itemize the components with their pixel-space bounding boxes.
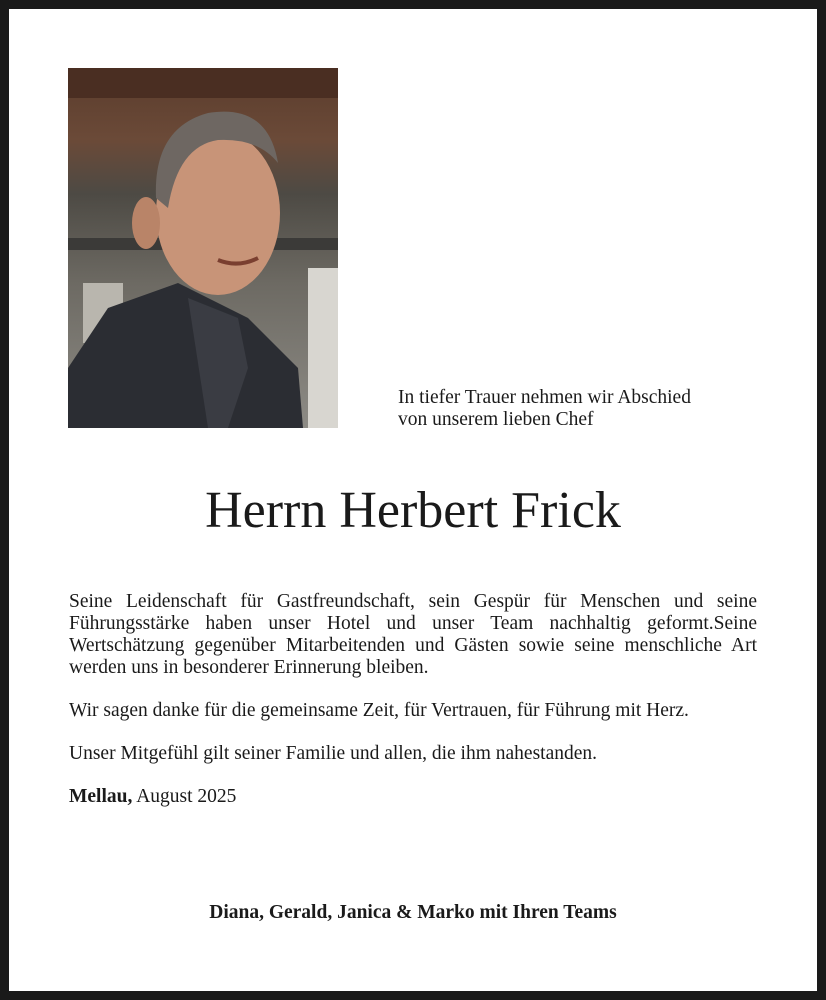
portrait-photo (68, 68, 338, 428)
paragraph: Wir sagen danke für die gemeinsame Zeit, für Vertrauen, für Führung mit Herz. (69, 700, 689, 721)
paragraph: Seine Leidenschaft für Gastfreundschaft, sein Gespür für Menschen und seine Führungsstärke haben unser Hotel und unser Team nachhaltig geformt.Seine Wertschätzung gegenüber Mitarbeitenden und Gästen sowie seine menschliche Art werden uns in besonderer Erinnerung bleiben. (69, 591, 757, 678)
place-date (69, 786, 757, 808)
paragraph: Unser Mitgefühl gilt seiner Familie und allen, die ihm nahestanden. (69, 743, 598, 764)
obituary-body (69, 591, 757, 829)
date: August 2025 (136, 786, 237, 807)
intro-line: In tiefer Trauer nehmen wir Abschied (398, 387, 691, 408)
intro-text (398, 387, 768, 431)
obituary-page (9, 9, 817, 991)
portrait-image (68, 68, 338, 428)
place: Mellau, (69, 786, 133, 807)
intro-line: von unserem lieben Chef (398, 409, 594, 430)
deceased-name: Herrn Herbert Frick (205, 482, 621, 539)
signature: Diana, Gerald, Janica & Marko mit Ihren Teams (209, 902, 617, 923)
